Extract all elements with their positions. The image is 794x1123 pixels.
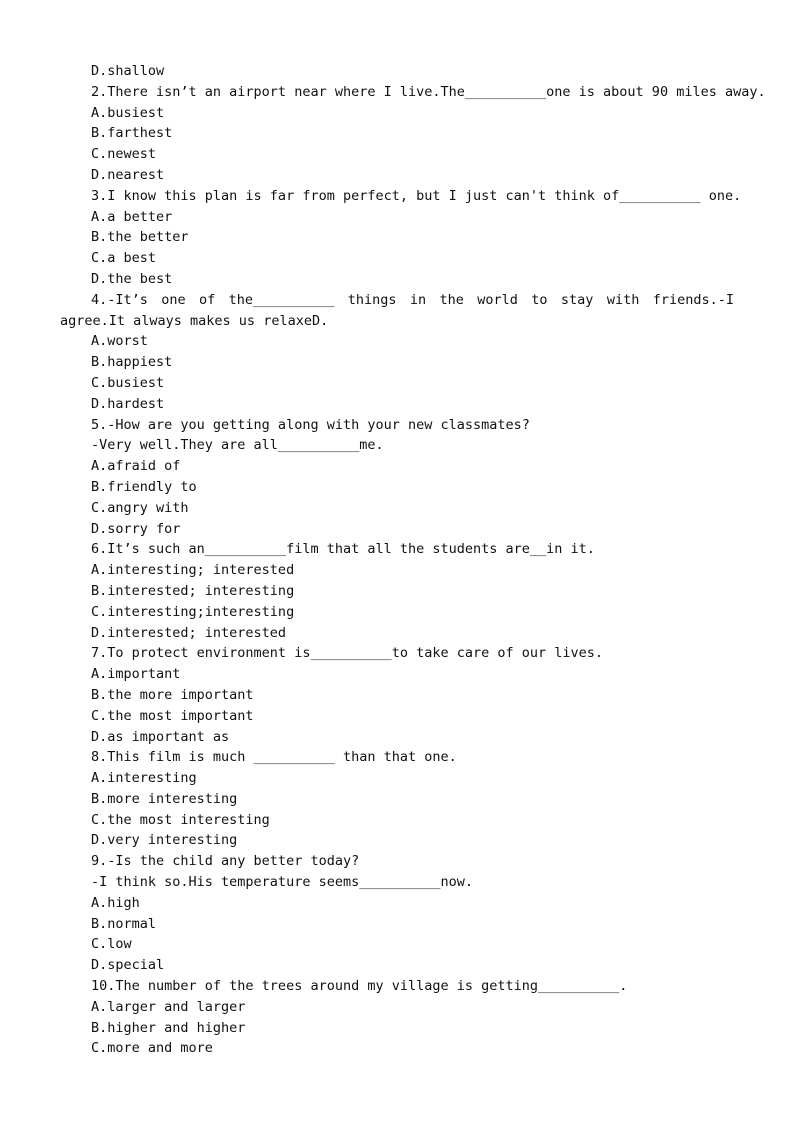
- option-line: C.the most interesting: [91, 811, 270, 828]
- option-line: D.shallow: [91, 63, 165, 79]
- question-line: 7.To protect environment is__________to take care of our lives.: [91, 645, 604, 662]
- option-line: D.the best: [91, 270, 173, 287]
- option-line: B.farthest: [91, 125, 173, 142]
- option-line: A.interesting: [91, 770, 197, 787]
- question-line: 3.I know this plan is far from perfect, but I just can't think of__________ one.: [91, 187, 742, 204]
- question-list: [60, 61, 766, 1059]
- option-line: C.busiest: [91, 374, 165, 391]
- question-line: 9.-Is the child any better today?: [91, 853, 360, 870]
- question-line: 6.It’s such an__________film that all the students are__in it.: [91, 541, 595, 558]
- option-line: D.as important as: [91, 728, 230, 745]
- option-line: D.very interesting: [91, 832, 238, 849]
- option-line: C.angry with: [91, 499, 189, 516]
- option-line: D.sorry for: [91, 520, 181, 537]
- question-line: 4.-It’s one of the__________ things in the world to stay with friends.-I agree.It always makes us relaxeD.: [60, 291, 734, 329]
- option-line: A.larger and larger: [91, 998, 246, 1015]
- option-line: C.low: [91, 936, 132, 953]
- option-line: D.nearest: [91, 166, 165, 183]
- option-line: B.higher and higher: [91, 1019, 246, 1036]
- option-line: A.busiest: [91, 104, 165, 121]
- option-line: B.the better: [91, 229, 189, 246]
- option-line: A.high: [91, 894, 140, 911]
- question-line: 8.This film is much __________ than that one.: [91, 749, 457, 766]
- option-line: A.important: [91, 666, 181, 683]
- option-line: D.interested; interested: [91, 624, 287, 641]
- question-line: -Very well.They are all__________me.: [91, 437, 384, 454]
- option-line: A.a better: [91, 208, 173, 225]
- option-line: A.worst: [91, 333, 148, 350]
- question-line: 5.-How are you getting along with your new classmates?: [91, 416, 530, 433]
- option-line: B.happiest: [91, 354, 173, 371]
- option-line: D.special: [91, 957, 165, 974]
- option-line: B.more interesting: [91, 790, 238, 807]
- option-line: C.a best: [91, 250, 157, 267]
- option-line: C.newest: [91, 146, 157, 163]
- option-line: C.interesting;interesting: [91, 603, 295, 620]
- option-line: A.interesting; interested: [91, 562, 295, 579]
- option-line: D.hardest: [91, 395, 165, 412]
- option-line: B.interested; interesting: [91, 582, 295, 599]
- question-line: -I think so.His temperature seems__________now.: [91, 874, 474, 891]
- option-line: A.afraid of: [91, 458, 181, 475]
- question-line: 10.The number of the trees around my village is getting__________.: [91, 978, 628, 995]
- option-line: C.more and more: [91, 1040, 213, 1057]
- option-line: B.friendly to: [91, 478, 197, 495]
- option-line: C.the most important: [91, 707, 254, 724]
- option-line: B.the more important: [91, 686, 254, 703]
- question-line: 2.There isn’t an airport near where I live.The__________one is about 90 miles away.: [91, 83, 766, 100]
- option-line: B.normal: [91, 915, 157, 932]
